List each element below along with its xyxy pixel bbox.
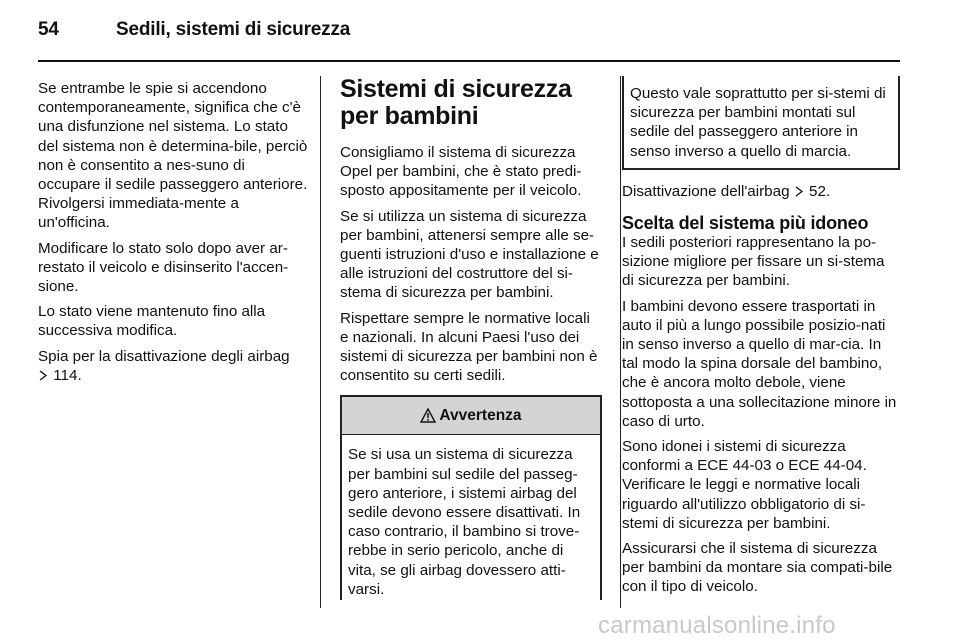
reference-page: 52. <box>809 182 831 200</box>
column-divider <box>620 76 621 608</box>
paragraph: Modificare lo stato solo dopo aver ar-restato il veicolo e disinserito l'accen-sione. <box>38 239 289 296</box>
reference-page: 114. <box>53 366 82 384</box>
paragraph: I bambini devono essere trasportati in auto il più a lungo possibile posizio-nati in senso inverso a quello di mar-cia. In tal modo la spina dorsale del bambino, che è ancora molto debole, viene sottoposta a una sollecitazione minore in caso di urto. <box>622 297 897 430</box>
paragraph: Se entrambe le spie si accendono contemporaneamente, significa che c'è una disfunzione nel sistema. Lo stato del sistema non è determina-bile, perciò non è consentito a nes-suno di occupare il sedile passeggero anteriore. Rivolgersi immediata-mente a un'officina. <box>38 80 308 232</box>
reference-text: Spia per la disattivazione degli airbag <box>38 347 290 365</box>
paragraph: Consigliamo il sistema di sicurezza Opel per bambini, che è stato predi-sposto appositamente per il veicolo. <box>340 144 582 200</box>
page-number: 54 <box>38 19 59 40</box>
cross-reference[interactable] <box>38 347 308 385</box>
column-left <box>38 79 308 391</box>
column-divider <box>320 76 321 608</box>
watermark: carmanualsonline.info <box>598 612 836 639</box>
warning-text: Se si usa un sistema di sicurezza per bambini sul sedile del passeg-gero anteriore, i sistemi airbag del sedile devono essere disattivati. In caso contrario, il bambino si trove-rebbe in serio pericolo, anche di vita, se gli airbag dovessero atti-varsi. <box>348 446 581 598</box>
warning-box-continued: Questo vale soprattutto per si-stemi di sicurezza per bambini montati sul sedile del passeggero anteriore in senso inverso a quello di marcia. <box>622 76 900 170</box>
paragraph: Assicurarsi che il sistema di sicurezza per bambini da montare sia compati-bile con il tipo di veicolo. <box>622 540 893 596</box>
paragraph: Rispettare sempre le normative locali e nazionali. In alcuni Paesi l'uso dei sistemi di sicurezza per bambini non è consentito su certi sedili. <box>340 309 598 385</box>
paragraph: I sedili posteriori rappresentano la po-sizione migliore per fissare un si-stema di sicurezza per bambini. <box>622 234 885 290</box>
page-ref-arrow-icon <box>794 186 805 197</box>
warning-header <box>342 395 600 435</box>
paragraph: Se si utilizza un sistema di sicurezza per bambini, attenersi sempre alle se-guenti istruzioni d'uso e installazione e alle istruzioni del costruttore del si-stema di sicurezza per bambini. <box>340 207 599 302</box>
column-middle <box>340 76 602 600</box>
cross-reference[interactable] <box>622 182 900 201</box>
reference-text: Disattivazione dell'airbag <box>622 182 790 200</box>
paragraph: Sono idonei i sistemi di sicurezza conformi a ECE 44-03 o ECE 44-04. Verificare le leggi e normative locali riguardo all'utilizzo obbligatorio di si-stemi di sicurezza per bambini. <box>622 438 867 532</box>
warning-box <box>340 395 602 600</box>
section-title: Sistemi di sicurezza per bambini <box>340 75 572 130</box>
subsection-title: Scelta del sistema più idoneo <box>622 213 869 234</box>
warning-title: Avvertenza <box>439 407 522 425</box>
paragraph: Lo stato viene mantenuto fino alla successiva modifica. <box>38 303 266 340</box>
header-rule <box>38 60 900 62</box>
page-ref-arrow-icon <box>38 370 49 381</box>
chapter-title: Sedili, sistemi di sicurezza <box>116 19 351 40</box>
warning-triangle-icon <box>420 408 436 423</box>
column-right <box>622 76 900 603</box>
